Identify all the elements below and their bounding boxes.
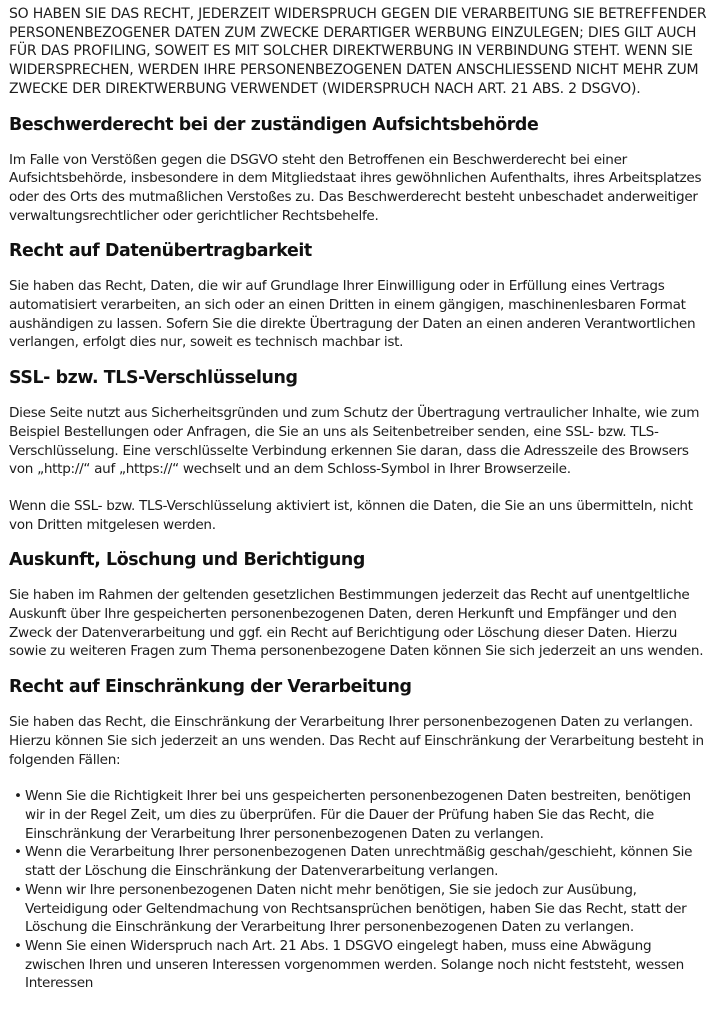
bullet-icon: • bbox=[14, 881, 22, 898]
heading-restriction-of-processing: Recht auf Einschränkung der Verarbeitung bbox=[9, 677, 412, 698]
paragraph-information-deletion: Sie haben im Rahmen der geltenden gesetzlichen Bestimmungen jederzeit das Recht auf unentgeltliche Auskunft über Ihre gespeicherten personenbezogenen Daten, deren Herkunft und Empfänger und den Zweck der Datenverarbeitung und ggf. ein Recht auf Berichtigung oder Löschung dieser Daten. Hierzu sowie zu weiteren Fragen zum Thema personenbezogene Daten können Sie sich jederzeit an uns wenden. bbox=[9, 587, 704, 660]
paragraph-complaint-right: Im Falle von Verstößen gegen die DSGVO steht den Betroffenen ein Beschwerderecht bei einer Aufsichtsbehörde, insbesondere in dem Mitgliedstaat ihres gewöhnlichen Aufenthalts, ihres Arbeitsplatzes oder des Orts des mutmaßlichen Verstoßes zu. Das Beschwerderecht besteht unbeschadet anderweitiger verwaltungsrechtlicher oder gerichtlicher Rechtsbehelfe. bbox=[9, 151, 702, 224]
objection-right-caps-paragraph: SO HABEN SIE DAS RECHT, JEDERZEIT WIDERSPRUCH GEGEN DIE VERARBEITUNG SIE BETREFFENDER PERSONENBEZOGENER DATEN ZUM ZWECKE DERARTIGER WERBUNG EINZULEGEN; DIES GILT AUCH FÜR DAS PROFILING, SOWEIT ES MIT SOLCHER DIREKTWERBUNG IN VERBINDUNG STEHT. WENN SIE WIDERSPRECHEN, WERDEN IHRE PERSONENBEZOGENEN DATEN ANSCHLIESSEND NICHT MEHR ZUM ZWECKE DER DIREKTWERBUNG VERWENDET (WIDERSPRUCH NACH ART. 21 ABS. 2 DSGVO). bbox=[9, 6, 707, 97]
bullet-icon: • bbox=[14, 937, 22, 954]
list-item-text: Wenn wir Ihre personenbezogenen Daten nicht mehr benötigen, Sie sie jedoch zur Ausübung, Verteidigung oder Geltendmachung von Rechtsansprüchen benötigen, haben Sie das Recht, statt der Löschung die Einschränkung der Verarbeitung Ihrer personenbezogenen Daten zu verlangen. bbox=[25, 881, 687, 936]
list-item-text: Wenn Sie die Richtigkeit Ihrer bei uns gespeicherten personenbezogenen Daten bestreiten, benötigen wir in der Regel Zeit, um dies zu überprüfen. Für die Dauer der Prüfung haben Sie das Recht, die Einschränkung der Verarbeitung Ihrer personenbezogenen Daten zu verlangen. bbox=[25, 788, 691, 842]
list-item-text: Wenn die Verarbeitung Ihrer personenbezogenen Daten unrechtmäßig geschah/geschieht, können Sie statt der Löschung die Einschränkung der Datenverarbeitung verlangen. bbox=[25, 844, 693, 880]
list-item bbox=[14, 937, 709, 993]
heading-data-portability: Recht auf Datenübertragbarkeit bbox=[9, 241, 312, 262]
heading-ssl-encryption: SSL- bzw. TLS-Verschlüsselung bbox=[9, 368, 298, 389]
list-item-text: Wenn Sie einen Widerspruch nach Art. 21 Abs. 1 DSGVO eingelegt haben, muss eine Abwägung zwischen Ihren und unseren Interessen vorgenommen werden. Solange noch nicht feststeht, wessen Interessen bbox=[25, 937, 684, 992]
list-item bbox=[14, 787, 709, 843]
paragraph-restriction-of-processing: Sie haben das Recht, die Einschränkung der Verarbeitung Ihrer personenbezogenen Daten zu verlangen. Hierzu können Sie sich jederzeit an uns wenden. Das Recht auf Einschränkung der Verarbeitung besteht in folgenden Fällen: bbox=[9, 714, 704, 768]
paragraph-ssl-encryption-1: Diese Seite nutzt aus Sicherheitsgründen und zum Schutz der Übertragung vertraulicher Inhalte, wie zum Beispiel Bestellungen oder Anfragen, die Sie an uns als Seitenbetreiber senden, eine SSL- bzw. TLS-Verschlüsselung. Eine verschlüsselte Verbindung erkennen Sie daran, dass die Adresszeile des Browsers von „http://“ auf „https://“ wechselt und an dem Schloss-Symbol in Ihrer Browserzeile. bbox=[9, 405, 700, 478]
paragraph-ssl-encryption-2: Wenn die SSL- bzw. TLS-Verschlüsselung aktiviert ist, können die Daten, die Sie an uns übermitteln, nicht von Dritten mitgelesen werden. bbox=[9, 497, 693, 533]
restriction-cases-list bbox=[9, 787, 709, 993]
list-item bbox=[14, 881, 709, 937]
heading-information-deletion: Auskunft, Löschung und Berichtigung bbox=[9, 550, 365, 571]
bullet-icon: • bbox=[14, 844, 22, 861]
list-item bbox=[14, 843, 709, 880]
paragraph-data-portability: Sie haben das Recht, Daten, die wir auf Grundlage Ihrer Einwilligung oder in Erfüllung eines Vertrags automatisiert verarbeiten, an sich oder an einen Dritten in einem gängigen, maschinenlesbaren Format aushändigen zu lassen. Sofern Sie die direkte Übertragung der Daten an einen anderen Verantwortlichen verlangen, erfolgt dies nur, soweit es technisch machbar ist. bbox=[9, 278, 696, 351]
heading-complaint-right: Beschwerderecht bei der zuständigen Aufsichtsbehörde bbox=[9, 114, 539, 135]
bullet-icon: • bbox=[14, 788, 22, 805]
